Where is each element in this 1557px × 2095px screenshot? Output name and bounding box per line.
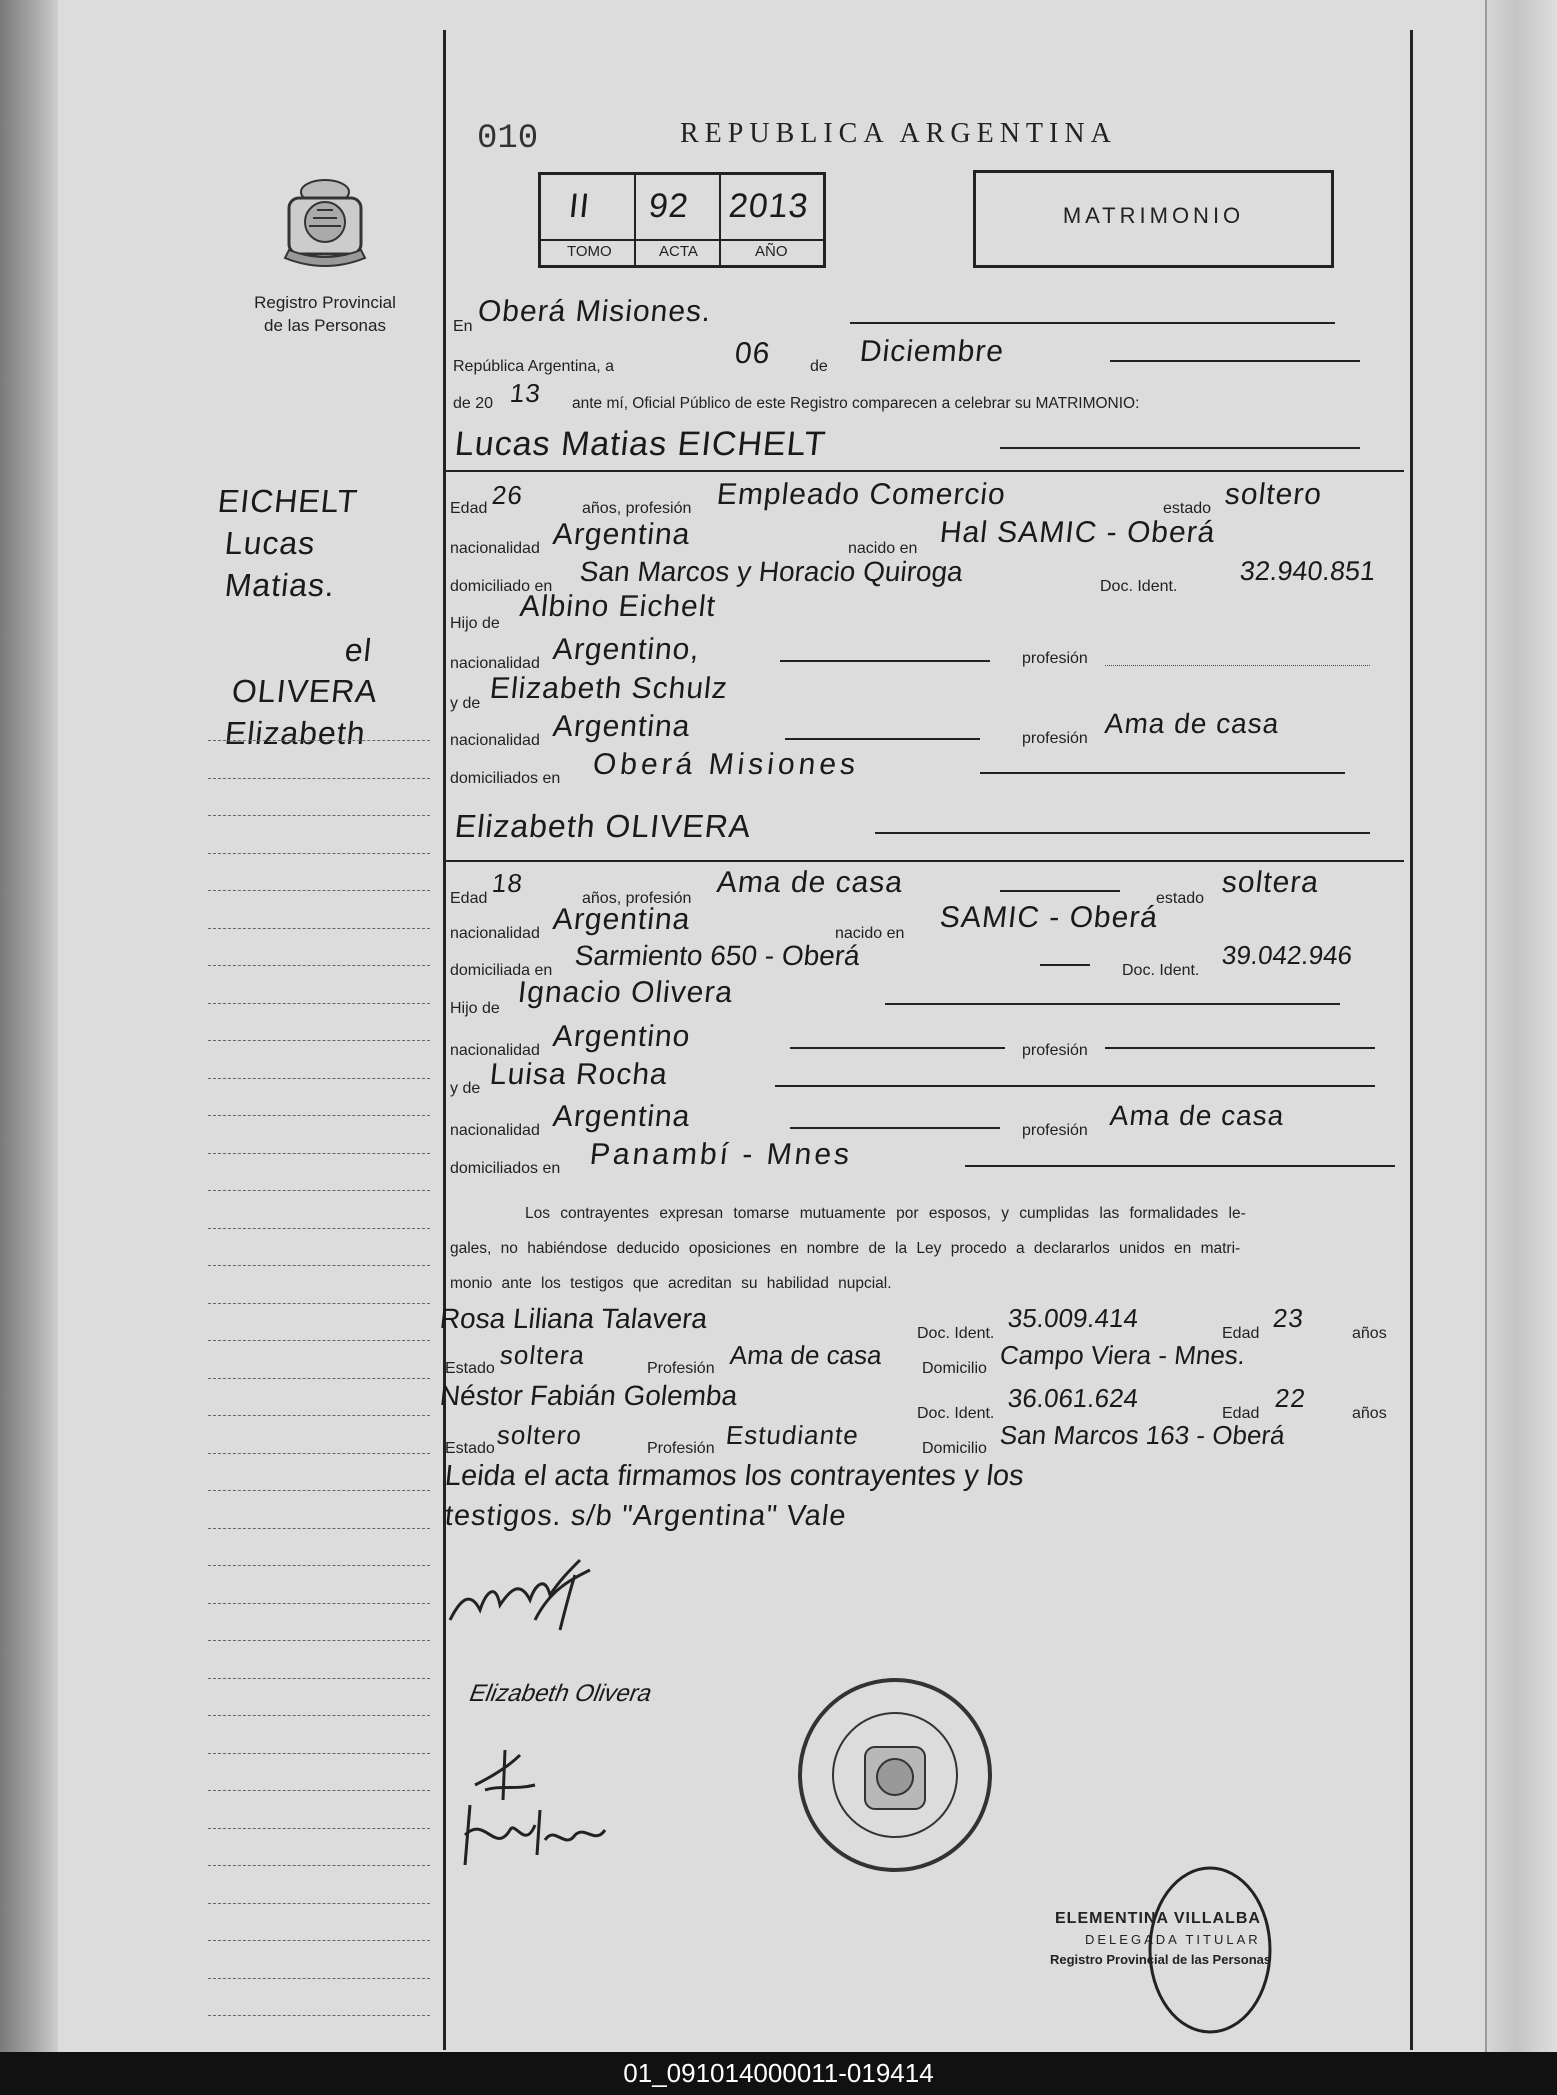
margin-rule-line	[208, 1903, 430, 1904]
groom-profesion: Empleado Comercio	[715, 478, 1008, 511]
place: Oberá Misiones.	[476, 295, 714, 328]
groom-dom-label: domiciliado en	[450, 578, 553, 595]
closing-line1: Leida el acta firmamos los contrayentes y los	[443, 1460, 1026, 1492]
fill-line	[775, 1085, 1375, 1087]
fill-line	[1105, 665, 1370, 666]
margin-rule-line	[208, 1228, 430, 1229]
margin-surname-groom: EICHELT	[216, 483, 360, 519]
bride-anos-label: años, profesión	[582, 890, 692, 907]
fill-line	[1000, 890, 1120, 892]
witness1-edad: 23	[1271, 1303, 1306, 1333]
groom-domicilio: San Marcos y Horacio Quiroga	[578, 556, 965, 587]
bride-hijo-label: Hijo de	[450, 1000, 500, 1017]
groom-signature	[440, 1550, 620, 1640]
groom-padres-dom-label: domiciliados en	[450, 770, 561, 787]
margin-name-groom-2: Matias.	[223, 567, 338, 603]
witness1-name: Rosa Liliana Talavera	[438, 1303, 709, 1334]
section-divider	[446, 860, 1404, 862]
bride-doc-label: Doc. Ident.	[1122, 962, 1200, 979]
margin-rule-line	[208, 1003, 430, 1004]
left-frame-line	[443, 30, 446, 2050]
registry-name-line1: Registro Provincial	[254, 293, 396, 312]
bride-madre-prof: Ama de casa	[1108, 1100, 1287, 1131]
anio-value: 2013	[727, 187, 811, 225]
groom-madre-prof: Ama de casa	[1103, 708, 1282, 739]
bride-name: Elizabeth OLIVERA	[453, 808, 754, 844]
record-type: MATRIMONIO	[1062, 203, 1245, 228]
bride-madre-nac-label: nacionalidad	[450, 1122, 540, 1139]
margin-rule-line	[208, 1490, 430, 1491]
month: Diciembre	[858, 335, 1006, 368]
margin-conjunction: el	[343, 632, 374, 668]
official-role: DELEGADA TITULAR	[1085, 1932, 1261, 1947]
fill-line	[965, 1165, 1395, 1167]
groom-edad: 26	[490, 480, 525, 510]
margin-rule-line	[208, 1790, 430, 1791]
witness2-estado: soltero	[495, 1420, 584, 1450]
groom-padre: Albino Eichelt	[518, 590, 718, 623]
section-divider	[446, 470, 1404, 472]
bride-padres-dom: Panambí - Mnes	[588, 1138, 854, 1171]
bride-madre: Luisa Rocha	[488, 1058, 670, 1091]
record-type-box	[973, 170, 1334, 268]
margin-rule-line	[208, 740, 430, 741]
year-prefix: de 20	[453, 395, 494, 412]
witness2-profesion: Estudiante	[724, 1420, 861, 1450]
bride-padre-prof-label: profesión	[1022, 1042, 1088, 1059]
fill-line	[885, 1003, 1340, 1005]
witness2-doc-label: Doc. Ident.	[917, 1405, 995, 1422]
anio-label: AÑO	[755, 243, 788, 260]
margin-rule-line	[208, 1153, 430, 1154]
declaration-line2: gales, no habiéndose deducido oposiciones en nombre de la Ley procedo a declararlos unidos en matri-	[450, 1240, 1241, 1257]
groom-nacionalidad: Argentina	[551, 518, 693, 551]
margin-rule-line	[208, 1753, 430, 1754]
acta-value: 92	[647, 187, 691, 225]
page-right-edge	[1485, 0, 1557, 2052]
margin-rule-line	[208, 1565, 430, 1566]
witness2-domicilio: San Marcos 163 - Oberá	[998, 1420, 1287, 1450]
margin-rule-line	[208, 1640, 430, 1641]
witness2-doc: 36.061.624	[1006, 1383, 1140, 1413]
margin-rule-line	[208, 1040, 430, 1041]
fill-line	[1000, 447, 1360, 449]
margin-rule-line	[208, 1303, 430, 1304]
margin-rule-line	[208, 853, 430, 854]
witness1-prof-label: Profesión	[647, 1360, 715, 1377]
witness1-doc: 35.009.414	[1006, 1303, 1140, 1333]
witness1-estado-label: Estado	[445, 1360, 495, 1377]
fill-line	[850, 322, 1335, 324]
right-frame-line	[1410, 30, 1413, 2050]
registry-name-line2: de las Personas	[264, 316, 386, 335]
margin-surname-bride: OLIVERA	[230, 673, 380, 709]
official-org: Registro Provincial de las Personas	[1050, 1952, 1272, 1967]
margin-rule-line	[208, 890, 430, 891]
fill-line	[980, 772, 1345, 774]
bride-estado: soltera	[1220, 866, 1321, 899]
day: 06	[733, 337, 773, 370]
margin-rule-line	[208, 1828, 430, 1829]
bride-padres-dom-label: domiciliados en	[450, 1160, 561, 1177]
declaration-line1: Los contrayentes expresan tomarse mutuamente por esposos, y cumplidas las formalidades le-	[525, 1205, 1246, 1222]
margin-rule-line	[208, 1415, 430, 1416]
bride-profesion: Ama de casa	[715, 866, 905, 899]
witness2-signature	[455, 1795, 635, 1875]
declaration-line3: monio ante los testigos que acreditan su habilidad nupcial.	[450, 1275, 892, 1292]
binding-edge	[0, 0, 58, 2052]
de-label: de	[810, 358, 828, 375]
witness2-prof-label: Profesión	[647, 1440, 715, 1457]
margin-rule-line	[208, 815, 430, 816]
groom-nacido: Hal SAMIC - Oberá	[938, 516, 1218, 549]
groom-yde-label: y de	[450, 695, 481, 712]
groom-nacido-label: nacido en	[848, 540, 918, 557]
groom-padre-nac: Argentino,	[551, 633, 702, 666]
groom-doc: 32.940.851	[1238, 556, 1377, 586]
groom-edad-label: Edad	[450, 500, 488, 517]
fill-line	[790, 1127, 1000, 1129]
groom-estado-label: estado	[1163, 500, 1212, 517]
ante-text: ante mí, Oficial Público de este Registro comparecen a celebrar su MATRIMONIO:	[572, 395, 1140, 412]
tomo-label: TOMO	[567, 243, 612, 260]
margin-rule-line	[208, 1603, 430, 1604]
margin-rule-line	[208, 1340, 430, 1341]
witness1-profesion: Ama de casa	[728, 1340, 884, 1370]
margin-rule-line	[208, 1678, 430, 1679]
groom-hijo-label: Hijo de	[450, 615, 500, 632]
witness1-anos-label: años	[1352, 1325, 1387, 1342]
groom-madre: Elizabeth Schulz	[488, 672, 730, 705]
bride-padre-nac-label: nacionalidad	[450, 1042, 540, 1059]
bride-nacido: SAMIC - Oberá	[938, 901, 1160, 934]
fill-line	[1105, 1047, 1375, 1049]
margin-name-groom-1: Lucas	[223, 525, 318, 561]
groom-madre-nac-label: nacionalidad	[450, 732, 540, 749]
margin-rule-line	[208, 1265, 430, 1266]
bride-nac-label: nacionalidad	[450, 925, 540, 942]
bride-yde-label: y de	[450, 1080, 481, 1097]
bride-domicilio: Sarmiento 650 - Oberá	[573, 940, 862, 971]
groom-padres-dom: Oberá Misiones	[591, 748, 861, 781]
year-suffix: 13	[508, 378, 543, 408]
margin-rule-line	[208, 1378, 430, 1379]
witness2-edad-label: Edad	[1222, 1405, 1260, 1422]
bride-estado-label: estado	[1156, 890, 1205, 907]
margin-rule-line	[208, 1078, 430, 1079]
fill-line	[780, 660, 990, 662]
fill-line	[875, 832, 1370, 834]
witness1-estado: soltera	[498, 1340, 587, 1370]
fill-line	[790, 1047, 1005, 1049]
groom-estado: soltero	[1223, 478, 1324, 511]
bride-nacido-label: nacido en	[835, 925, 905, 942]
margin-rule-line	[208, 1865, 430, 1866]
country-title: REPUBLICA ARGENTINA	[680, 118, 1117, 149]
margin-rule-line	[208, 1978, 430, 1979]
witness1-edad-label: Edad	[1222, 1325, 1260, 1342]
witness1-domicilio: Campo Viera - Mnes.	[998, 1340, 1247, 1370]
official-name: ELEMENTINA VILLALBA	[1055, 1910, 1261, 1927]
bride-doc: 39.042.946	[1220, 940, 1354, 970]
bride-dom-label: domiciliada en	[450, 962, 553, 979]
margin-rule-line	[208, 1940, 430, 1941]
witness2-edad: 22	[1273, 1383, 1308, 1413]
fill-line	[785, 738, 980, 740]
witness1-dom-label: Domicilio	[922, 1360, 987, 1377]
tomo-value: II	[567, 187, 592, 225]
groom-doc-label: Doc. Ident.	[1100, 578, 1178, 595]
margin-rule-line	[208, 1528, 430, 1529]
closing-line2: testigos. s/b "Argentina" Vale	[443, 1500, 849, 1532]
record-number-box	[538, 172, 826, 268]
official-round-stamp	[795, 1675, 995, 1875]
witness1-doc-label: Doc. Ident.	[917, 1325, 995, 1342]
en-label: En	[453, 318, 473, 335]
groom-name: Lucas Matias EICHELT	[453, 425, 828, 463]
margin-rule-line	[208, 965, 430, 966]
witness2-dom-label: Domicilio	[922, 1440, 987, 1457]
fill-line	[1040, 964, 1090, 966]
margin-rule-line	[208, 1190, 430, 1191]
fill-line	[1110, 360, 1360, 362]
groom-padre-nac-label: nacionalidad	[450, 655, 540, 672]
bride-padre: Ignacio Olivera	[516, 976, 735, 1009]
groom-padre-prof-label: profesión	[1022, 650, 1088, 667]
margin-rule-line	[208, 1453, 430, 1454]
witness2-name: Néstor Fabián Golemba	[438, 1380, 739, 1411]
bride-padre-nac: Argentino	[551, 1020, 693, 1053]
groom-nac-label: nacionalidad	[450, 540, 540, 557]
witness2-anos-label: años	[1352, 1405, 1387, 1422]
bride-nacionalidad: Argentina	[551, 903, 693, 936]
margin-rule-line	[208, 2015, 430, 2016]
acta-label: ACTA	[659, 243, 698, 260]
margin-rule-line	[208, 1715, 430, 1716]
bride-madre-prof-label: profesión	[1022, 1122, 1088, 1139]
witness2-estado-label: Estado	[445, 1440, 495, 1457]
margin-rule-line	[208, 778, 430, 779]
groom-madre-nac: Argentina	[551, 710, 693, 743]
scan-identifier: 01_091014000011-019414	[0, 2052, 1557, 2095]
bride-madre-nac: Argentina	[551, 1100, 693, 1133]
margin-rule-line	[208, 928, 430, 929]
registry-seal-logo	[275, 170, 375, 280]
groom-madre-prof-label: profesión	[1022, 730, 1088, 747]
bride-edad: 18	[490, 868, 525, 898]
margin-rule-line	[208, 1115, 430, 1116]
bride-edad-label: Edad	[450, 890, 488, 907]
republica-label: República Argentina, a	[453, 358, 614, 375]
bride-signature: Elizabeth Olivera	[465, 1680, 657, 1707]
page-number: 010	[477, 120, 539, 158]
margin-name-bride: Elizabeth	[223, 715, 368, 751]
groom-anos-label: años, profesión	[582, 500, 692, 517]
